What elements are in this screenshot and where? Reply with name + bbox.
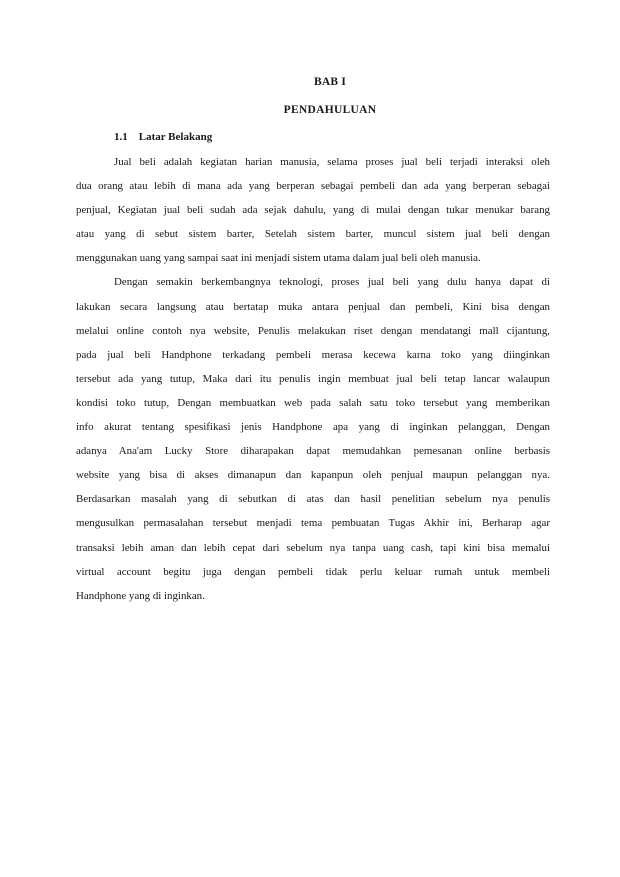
section-number: 1.1 [114, 131, 128, 143]
paragraph-line: melalui online contoh nya website, Penulis melakukan riset dengan mendatangi mall cijantung, [76, 324, 550, 337]
paragraph-line: atau yang di sebut sistem barter, Setelah sistem barter, muncul sistem jual beli dengan [76, 228, 550, 241]
paragraph-line: website yang bisa di akses dimanapun dan kapanpun oleh penjual maupun pelanggan nya. [76, 469, 550, 482]
paragraph-2 [76, 270, 550, 607]
paragraph-line: menggunakan uang yang sampai saat ini menjadi sistem utama dalam jual beli oleh manusia. [76, 252, 481, 265]
paragraph-line: Handphone yang di inginkan. [76, 589, 205, 602]
paragraph-1 [76, 150, 550, 270]
paragraph-line: pada jual beli Handphone terkadang pembeli merasa kecewa karna toko yang diinginkan [76, 348, 550, 361]
paragraph-line: Jual beli adalah kegiatan harian manusia, selama proses jual beli terjadi interaksi oleh [114, 156, 550, 168]
paragraph-line: Berdasarkan masalah yang di sebutkan di atas dan hasil penelitian sebelum nya penulis [76, 493, 550, 506]
paragraph-line: Dengan semakin berkembangnya teknologi, proses jual beli yang dulu hanya dapat di [114, 276, 550, 289]
paragraph-line: tersebut ada yang tutup, Maka dari itu penulis ingin membuat jual beli tetap lancar walaupun [76, 372, 550, 385]
section-heading [114, 131, 212, 143]
paragraph-line: lakukan secara langsung atau bertatap muka antara penjual dan pembeli, Kini bisa dengan [76, 300, 550, 313]
chapter-heading: BAB I [314, 76, 346, 88]
paragraph-line: virtual account begitu juga dengan pembeli tidak perlu keluar rumah untuk membeli [76, 565, 550, 578]
paragraph-line: mengusulkan permasalahan tersebut menjadi tema pembuatan Tugas Akhir ini, Berharap agar [76, 517, 550, 530]
paragraph-line: kondisi toko tutup, Dengan membuatkan web pada salah satu toko tersebut yang memberikan [76, 396, 550, 409]
section-title: Latar Belakang [138, 131, 213, 143]
chapter-title: PENDAHULUAN [283, 104, 377, 116]
body-text [76, 150, 550, 608]
paragraph-line: dua orang atau lebih di mana ada yang berperan sebagai pembeli dan ada yang berperan sebagai [76, 180, 550, 193]
paragraph-line: transaksi lebih aman dan lebih cepat dari sebelum nya tanpa uang cash, tapi kini bisa memalui [76, 541, 550, 554]
paragraph-line: penjual, Kegiatan jual beli sudah ada sejak dahulu, yang di mulai dengan tukar menukar barang [76, 204, 550, 217]
paragraph-line: adanya Ana'am Lucky Store diharapakan dapat memudahkan pemesanan online berbasis [76, 445, 550, 458]
paragraph-line: info akurat tentang spesifikasi jenis Handphone apa yang di inginkan pelanggan, Dengan [76, 421, 550, 434]
